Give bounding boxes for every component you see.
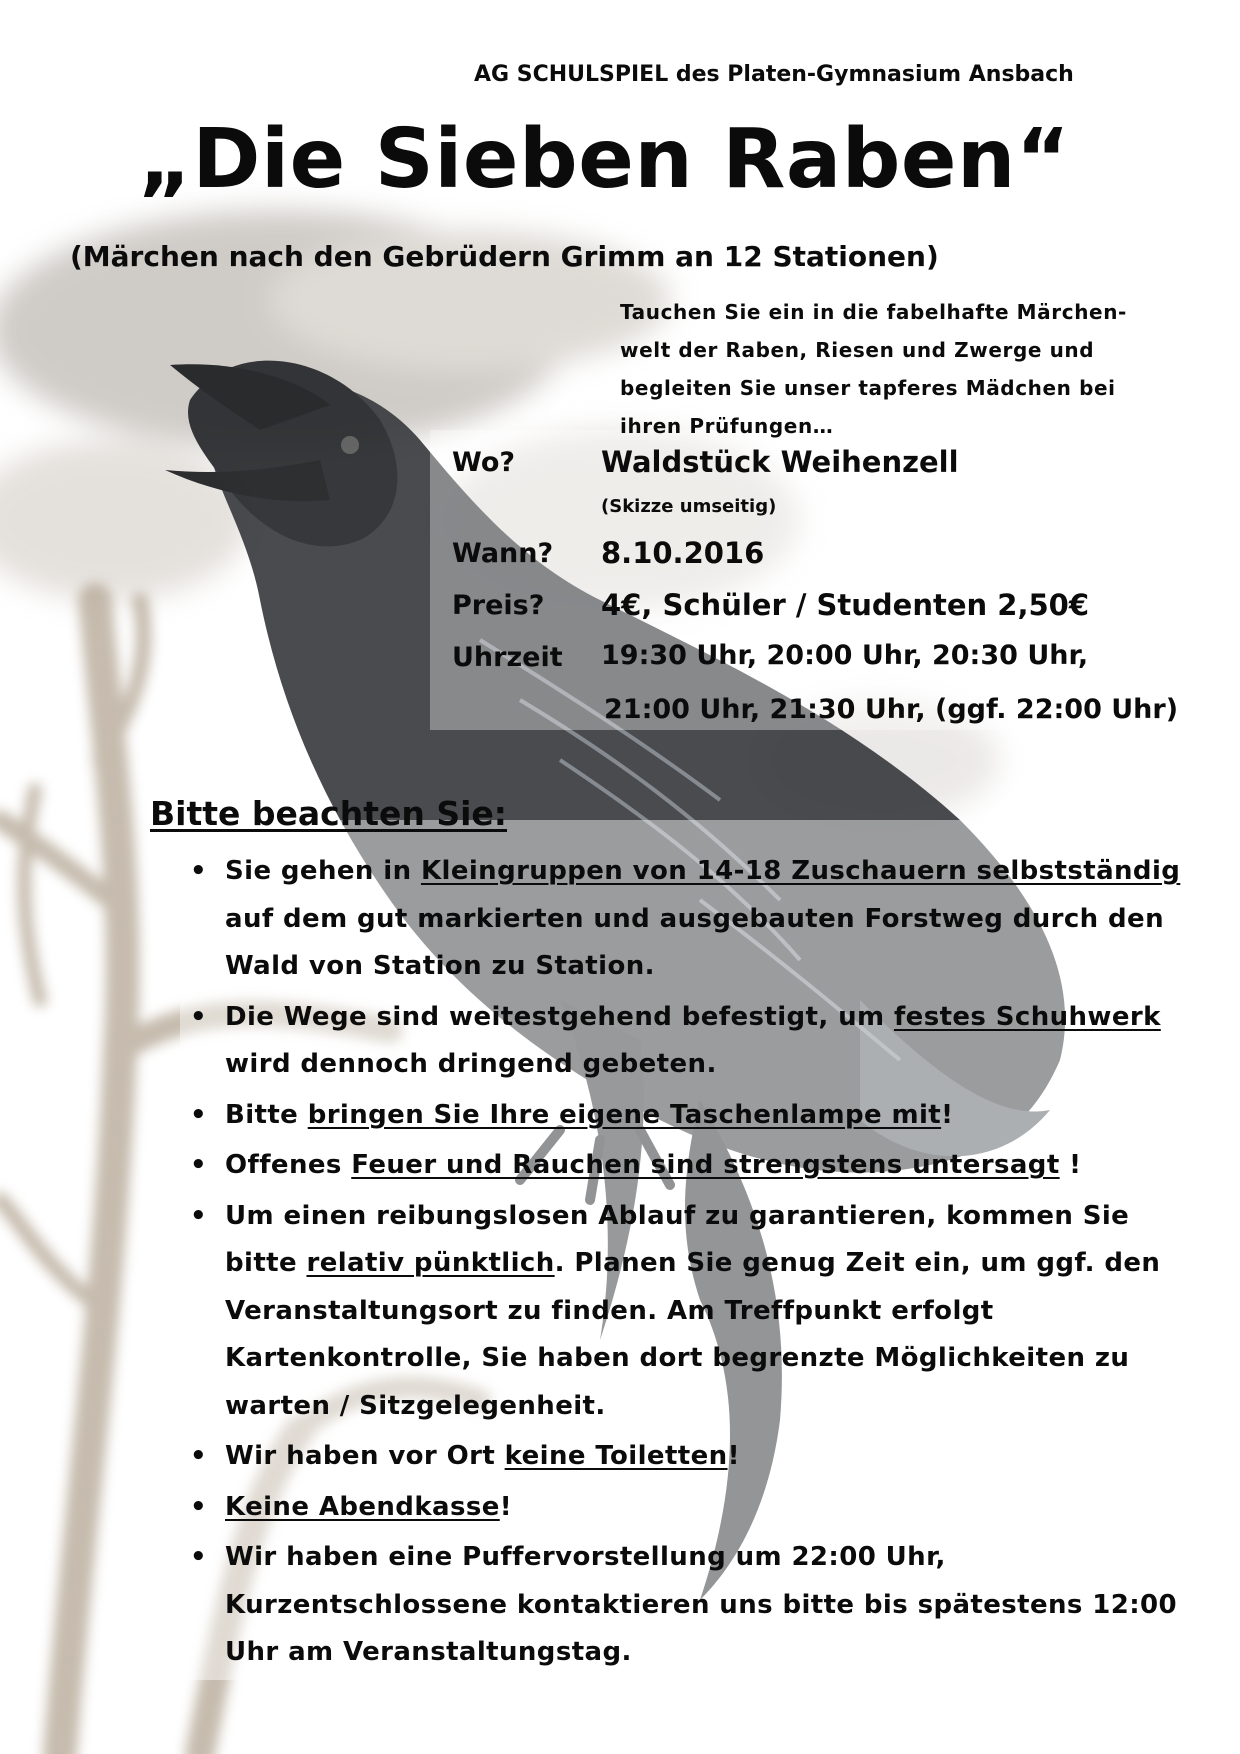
notes-list [190, 848, 1200, 1680]
note-text: auf dem gut markierten und ausgebauten Forstweg durch den Wald von Station zu Station. [225, 903, 1164, 981]
event-subtitle: (Märchen nach den Gebrüdern Grimm an 12 Stationen) [70, 240, 939, 273]
intro-line: Tauchen Sie ein in die fabelhafte Märchen- [620, 300, 1127, 324]
intro-line: welt der Raben, Riesen und Zwerge und [620, 338, 1095, 362]
note-item [190, 1484, 1200, 1532]
price-value: 4€, Schüler / Studenten 2,50€ [601, 588, 1090, 622]
note-emphasis: Feuer und Rauchen sind strengstens untersagt [351, 1150, 1060, 1180]
note-item [190, 1142, 1200, 1190]
location-value: Waldstück Weihenzell [601, 445, 959, 479]
note-item [190, 1092, 1200, 1140]
note-text: Wir haben eine Puffervorstellung um 22:00 Uhr, Kurzentschlossene kontaktieren uns bitte bis spätestens 12:00 Uhr am Veranstaltungstag. [225, 1542, 1177, 1667]
note-emphasis: Kleingruppen von 14-18 Zuschauern selbstständig [420, 856, 1181, 886]
event-title: „Die Sieben Raben“ [138, 112, 1071, 207]
note-emphasis: relativ pünktlich [306, 1248, 555, 1278]
time-label: Uhrzeit [452, 642, 563, 673]
note-text: Die Wege sind weitestgehend befestigt, um [225, 1001, 894, 1032]
note-item [190, 994, 1200, 1089]
note-item [190, 1534, 1200, 1677]
price-label: Preis? [452, 590, 545, 621]
notes-heading: Bitte beachten Sie: [150, 794, 508, 833]
note-emphasis: festes Schuhwerk [893, 1001, 1161, 1032]
date-label: Wann? [452, 538, 554, 569]
note-text: ! [941, 1099, 954, 1130]
time-value-line-1: 19:30 Uhr, 20:00 Uhr, 20:30 Uhr, [601, 640, 1089, 671]
intro-text [620, 293, 1180, 445]
time-value-line-2: 21:00 Uhr, 21:30 Uhr, (ggf. 22:00 Uhr) [604, 694, 1179, 725]
location-label: Wo? [452, 447, 516, 478]
note-emphasis: keine Toiletten [504, 1441, 728, 1471]
note-item [190, 1433, 1200, 1481]
note-item [190, 848, 1200, 991]
note-text: Sie gehen in [225, 856, 421, 886]
note-text: ! [499, 1491, 513, 1522]
note-item [190, 1193, 1200, 1431]
intro-line: begleiten Sie unser tapferes Mädchen bei [620, 376, 1116, 400]
note-text: Um einen reibungslosen Ablauf zu garantieren, kommen Sie bitte [225, 1200, 1130, 1278]
organizer-header: AG SCHULSPIEL des Platen-Gymnasium Ansbach [474, 62, 1074, 87]
note-text: Bitte [225, 1099, 308, 1130]
date-value: 8.10.2016 [601, 536, 765, 570]
note-text: wird dennoch dringend gebeten. [225, 1049, 717, 1079]
note-emphasis: Keine Abendkasse [225, 1491, 500, 1522]
intro-line: ihren Prüfungen… [620, 414, 834, 438]
note-text: ! [1059, 1150, 1082, 1180]
note-text: Offenes [225, 1150, 352, 1180]
location-note: (Skizze umseitig) [601, 496, 777, 517]
note-text: ! [727, 1441, 740, 1471]
note-text: Wir haben vor Ort [225, 1441, 505, 1471]
note-text: . Planen Sie genug Zeit ein, um ggf. den Veranstaltungsort zu finden. Am Treffpunkt erfolgt Kartenkontrolle, Sie haben dort begrenzte Möglichkeiten zu warten / Sitzgelegenheit. [225, 1248, 1161, 1421]
note-emphasis: bringen Sie Ihre eigene Taschenlampe mit [307, 1099, 942, 1130]
